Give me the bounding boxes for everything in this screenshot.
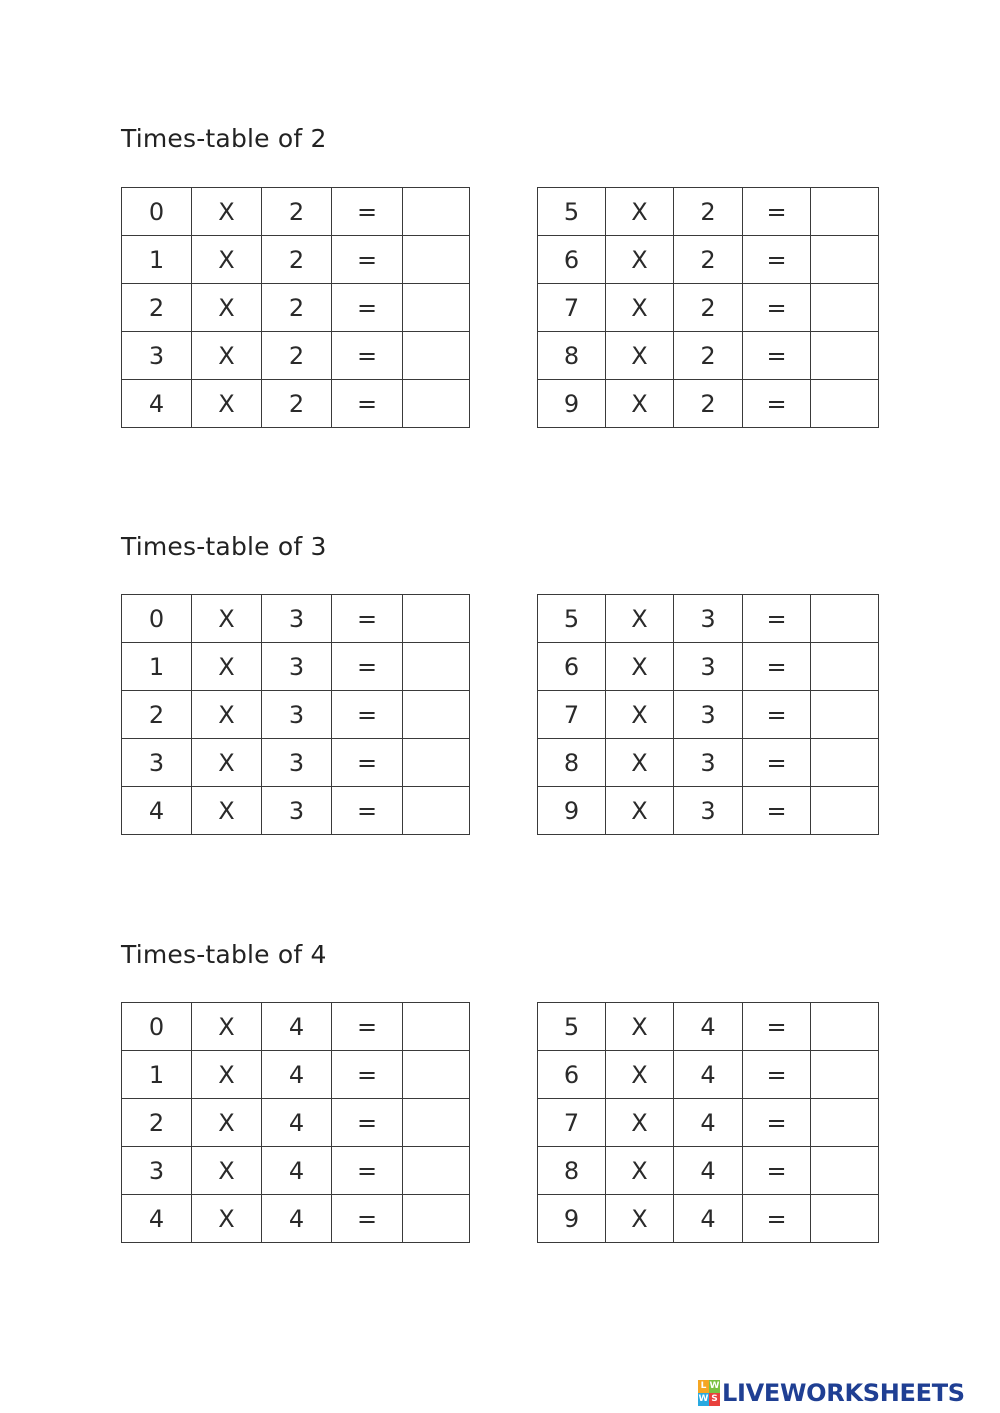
multiplicand-cell: 1 (122, 1051, 192, 1099)
multiplier-cell: 3 (262, 787, 332, 835)
answer-box[interactable] (811, 595, 879, 643)
table-row (538, 691, 879, 739)
multiplicand-cell: 0 (122, 1003, 192, 1051)
multiplier-cell: 4 (262, 1195, 332, 1243)
equals-sign-cell: = (332, 1051, 403, 1099)
equals-sign-cell: = (743, 691, 811, 739)
multiplicand-cell: 8 (538, 332, 606, 380)
multiplicand-cell: 2 (122, 284, 192, 332)
equals-sign-cell: = (332, 1003, 403, 1051)
table-row (122, 332, 470, 380)
multiplicand-cell: 8 (538, 1147, 606, 1195)
equals-sign-cell: = (743, 188, 811, 236)
equals-sign-cell: = (332, 595, 403, 643)
multiplier-cell: 4 (262, 1051, 332, 1099)
table-row (122, 1051, 470, 1099)
equals-sign-cell: = (743, 739, 811, 787)
multiplier-cell: 3 (262, 595, 332, 643)
multiplicand-cell: 4 (122, 1195, 192, 1243)
equals-sign-cell: = (332, 188, 403, 236)
multiplier-cell: 4 (674, 1051, 743, 1099)
equals-sign-cell: = (332, 380, 403, 428)
multiplier-cell: 4 (262, 1099, 332, 1147)
table-row (538, 1051, 879, 1099)
times-sign-cell: X (192, 1003, 262, 1051)
table-row (538, 284, 879, 332)
multiplier-cell: 3 (674, 739, 743, 787)
answer-box[interactable] (403, 332, 470, 380)
multiplicand-cell: 2 (122, 1099, 192, 1147)
section-title-4: Times-table of 4 (121, 940, 327, 969)
multiplier-cell: 3 (674, 595, 743, 643)
multiplicand-cell: 3 (122, 1147, 192, 1195)
equals-sign-cell: = (743, 787, 811, 835)
multiplier-cell: 4 (262, 1003, 332, 1051)
times-sign-cell: X (606, 188, 674, 236)
table-row (538, 1003, 879, 1051)
times-table-3-left (121, 594, 470, 835)
times-sign-cell: X (606, 1003, 674, 1051)
multiplier-cell: 2 (674, 188, 743, 236)
times-sign-cell: X (192, 1099, 262, 1147)
equals-sign-cell: = (332, 332, 403, 380)
table-row (122, 284, 470, 332)
multiplier-cell: 2 (262, 284, 332, 332)
section-title-3: Times-table of 3 (121, 532, 327, 561)
times-sign-cell: X (606, 643, 674, 691)
table-row (122, 236, 470, 284)
table-row (122, 1195, 470, 1243)
times-table-4-left (121, 1002, 470, 1243)
equals-sign-cell: = (743, 380, 811, 428)
times-sign-cell: X (192, 787, 262, 835)
multiplicand-cell: 1 (122, 643, 192, 691)
multiplicand-cell: 6 (538, 1051, 606, 1099)
answer-box[interactable] (403, 643, 470, 691)
answer-box[interactable] (811, 380, 879, 428)
answer-box[interactable] (403, 691, 470, 739)
times-sign-cell: X (192, 188, 262, 236)
times-sign-cell: X (606, 595, 674, 643)
times-sign-cell: X (192, 595, 262, 643)
multiplicand-cell: 5 (538, 188, 606, 236)
times-sign-cell: X (192, 1051, 262, 1099)
times-sign-cell: X (192, 1195, 262, 1243)
equals-sign-cell: = (743, 643, 811, 691)
multiplicand-cell: 0 (122, 595, 192, 643)
table-row (538, 236, 879, 284)
multiplier-cell: 3 (674, 643, 743, 691)
answer-box[interactable] (403, 1099, 470, 1147)
table-row (538, 739, 879, 787)
equals-sign-cell: = (743, 332, 811, 380)
answer-box[interactable] (811, 236, 879, 284)
multiplier-cell: 2 (674, 380, 743, 428)
times-sign-cell: X (606, 236, 674, 284)
equals-sign-cell: = (743, 1195, 811, 1243)
times-sign-cell: X (192, 332, 262, 380)
times-sign-cell: X (606, 1195, 674, 1243)
times-sign-cell: X (192, 236, 262, 284)
answer-box[interactable] (403, 1147, 470, 1195)
times-table-3-right (537, 594, 879, 835)
times-sign-cell: X (606, 739, 674, 787)
answer-box[interactable] (403, 236, 470, 284)
section-title-2: Times-table of 2 (121, 124, 327, 153)
times-table-4-right (537, 1002, 879, 1243)
answer-box[interactable] (403, 1195, 470, 1243)
multiplier-cell: 2 (674, 284, 743, 332)
equals-sign-cell: = (332, 739, 403, 787)
answer-box[interactable] (811, 284, 879, 332)
answer-box[interactable] (403, 1003, 470, 1051)
multiplicand-cell: 7 (538, 691, 606, 739)
multiplicand-cell: 7 (538, 284, 606, 332)
multiplier-cell: 4 (262, 1147, 332, 1195)
table-row (538, 595, 879, 643)
equals-sign-cell: = (743, 1099, 811, 1147)
table-row (122, 1147, 470, 1195)
multiplier-cell: 3 (262, 643, 332, 691)
multiplicand-cell: 1 (122, 236, 192, 284)
multiplicand-cell: 8 (538, 739, 606, 787)
answer-box[interactable] (811, 1003, 879, 1051)
times-sign-cell: X (606, 332, 674, 380)
times-sign-cell: X (606, 787, 674, 835)
equals-sign-cell: = (743, 236, 811, 284)
answer-box[interactable] (811, 691, 879, 739)
multiplier-cell: 2 (262, 188, 332, 236)
multiplier-cell: 4 (674, 1003, 743, 1051)
answer-box[interactable] (811, 1099, 879, 1147)
times-sign-cell: X (192, 380, 262, 428)
times-sign-cell: X (606, 1147, 674, 1195)
equals-sign-cell: = (332, 284, 403, 332)
multiplier-cell: 2 (262, 332, 332, 380)
times-sign-cell: X (606, 1099, 674, 1147)
multiplicand-cell: 6 (538, 643, 606, 691)
multiplicand-cell: 0 (122, 188, 192, 236)
multiplier-cell: 3 (262, 691, 332, 739)
answer-box[interactable] (811, 787, 879, 835)
equals-sign-cell: = (332, 1099, 403, 1147)
table-row (538, 380, 879, 428)
equals-sign-cell: = (332, 1147, 403, 1195)
multiplicand-cell: 9 (538, 1195, 606, 1243)
answer-box[interactable] (811, 332, 879, 380)
multiplicand-cell: 2 (122, 691, 192, 739)
table-row (538, 1099, 879, 1147)
table-row (538, 188, 879, 236)
table-row (538, 787, 879, 835)
times-sign-cell: X (192, 643, 262, 691)
equals-sign-cell: = (332, 643, 403, 691)
times-table-2-left (121, 187, 470, 428)
multiplicand-cell: 4 (122, 380, 192, 428)
table-row (538, 1147, 879, 1195)
answer-box[interactable] (811, 739, 879, 787)
multiplicand-cell: 3 (122, 332, 192, 380)
times-table-2-right (537, 187, 879, 428)
table-row (122, 380, 470, 428)
equals-sign-cell: = (743, 1147, 811, 1195)
multiplicand-cell: 5 (538, 1003, 606, 1051)
times-sign-cell: X (606, 1051, 674, 1099)
logo-text: LIVEWORKSHEETS (722, 1379, 965, 1407)
multiplier-cell: 3 (262, 739, 332, 787)
equals-sign-cell: = (332, 1195, 403, 1243)
equals-sign-cell: = (743, 284, 811, 332)
multiplier-cell: 4 (674, 1147, 743, 1195)
multiplier-cell: 2 (674, 236, 743, 284)
equals-sign-cell: = (743, 595, 811, 643)
answer-box[interactable] (403, 284, 470, 332)
answer-box[interactable] (403, 188, 470, 236)
answer-box[interactable] (403, 380, 470, 428)
times-sign-cell: X (192, 1147, 262, 1195)
multiplicand-cell: 6 (538, 236, 606, 284)
equals-sign-cell: = (743, 1003, 811, 1051)
answer-box[interactable] (811, 643, 879, 691)
table-row (122, 691, 470, 739)
multiplicand-cell: 7 (538, 1099, 606, 1147)
multiplicand-cell: 5 (538, 595, 606, 643)
answer-box[interactable] (403, 739, 470, 787)
times-sign-cell: X (606, 284, 674, 332)
answer-box[interactable] (403, 1051, 470, 1099)
table-row (538, 332, 879, 380)
times-sign-cell: X (606, 380, 674, 428)
multiplier-cell: 2 (262, 380, 332, 428)
table-row (122, 188, 470, 236)
multiplier-cell: 4 (674, 1195, 743, 1243)
table-row (122, 739, 470, 787)
equals-sign-cell: = (332, 691, 403, 739)
table-row (122, 787, 470, 835)
times-sign-cell: X (192, 691, 262, 739)
times-sign-cell: X (192, 284, 262, 332)
equals-sign-cell: = (332, 236, 403, 284)
liveworksheets-logo (698, 1378, 965, 1408)
table-row (538, 643, 879, 691)
equals-sign-cell: = (743, 1051, 811, 1099)
multiplier-cell: 3 (674, 787, 743, 835)
logo-mark-icon: L W W S (698, 1381, 720, 1404)
multiplier-cell: 4 (674, 1099, 743, 1147)
answer-box[interactable] (811, 1147, 879, 1195)
table-row (122, 643, 470, 691)
answer-box[interactable] (403, 595, 470, 643)
multiplicand-cell: 9 (538, 787, 606, 835)
table-row (538, 1195, 879, 1243)
answer-box[interactable] (811, 188, 879, 236)
multiplicand-cell: 4 (122, 787, 192, 835)
multiplier-cell: 2 (674, 332, 743, 380)
answer-box[interactable] (403, 787, 470, 835)
table-row (122, 1099, 470, 1147)
times-sign-cell: X (606, 691, 674, 739)
equals-sign-cell: = (332, 787, 403, 835)
table-row (122, 1003, 470, 1051)
multiplicand-cell: 9 (538, 380, 606, 428)
times-sign-cell: X (192, 739, 262, 787)
multiplicand-cell: 3 (122, 739, 192, 787)
answer-box[interactable] (811, 1195, 879, 1243)
table-row (122, 595, 470, 643)
multiplier-cell: 3 (674, 691, 743, 739)
answer-box[interactable] (811, 1051, 879, 1099)
multiplier-cell: 2 (262, 236, 332, 284)
